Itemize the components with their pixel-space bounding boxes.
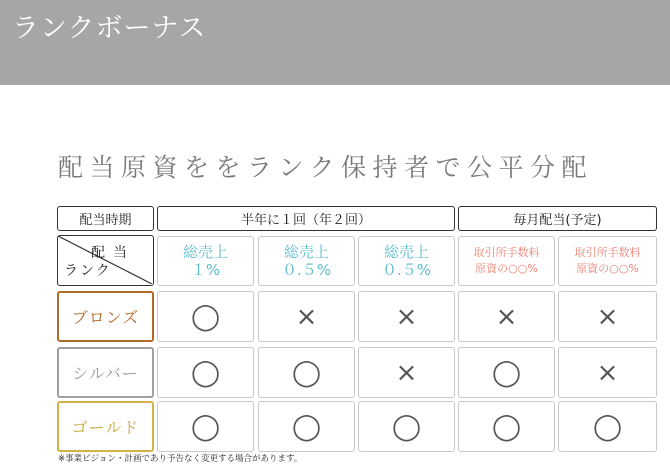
column-header-line2: 原資の○○% xyxy=(475,262,538,275)
page-header xyxy=(0,0,670,85)
header-timing-cell xyxy=(57,206,154,231)
cross-mark: × xyxy=(295,301,318,332)
circle-mark: ◯ xyxy=(190,301,221,332)
column-header-4 xyxy=(458,236,555,286)
corner-label-rank: ランク xyxy=(64,263,112,279)
circle-mark: ◯ xyxy=(391,411,422,442)
header-half-year-label: 半年に１回（年２回） xyxy=(240,213,371,228)
header-half-year-cell xyxy=(157,206,455,231)
footnote: ※事業ビジョン・計画であり予告なく変更する場合があります。 xyxy=(58,454,303,464)
table-cell xyxy=(358,401,455,452)
header-monthly-cell xyxy=(458,206,657,231)
circle-mark: ◯ xyxy=(291,411,322,442)
circle-mark: ◯ xyxy=(592,411,623,442)
column-header-line1: 総売上 xyxy=(182,243,228,261)
table-cell xyxy=(157,291,254,342)
circle-mark: ◯ xyxy=(190,411,221,442)
column-header-line1: 取引所手数料 xyxy=(473,246,540,259)
circle-mark: ◯ xyxy=(491,357,522,388)
cross-mark: × xyxy=(495,301,518,332)
rank-name: シルバー xyxy=(72,364,139,383)
corner-label-dividend: 配当 xyxy=(91,245,135,261)
cross-mark: × xyxy=(395,357,418,388)
headline: 配当原資ををランク保持者で公平分配 xyxy=(58,153,594,182)
table-cell xyxy=(258,401,355,452)
table-cell xyxy=(558,401,657,452)
cross-mark: × xyxy=(395,301,418,332)
table-cell xyxy=(157,401,254,452)
table-cell xyxy=(458,401,555,452)
rank-name: ブロンズ xyxy=(71,308,140,327)
table-cell xyxy=(358,347,455,398)
rank-gold-label xyxy=(57,401,154,452)
column-header-line2: １% xyxy=(190,261,221,279)
column-header-line1: 取引所手数料 xyxy=(574,246,641,259)
column-header-5 xyxy=(558,236,657,286)
table-cell xyxy=(458,347,555,398)
column-header-1 xyxy=(157,236,254,286)
header-timing-label: 配当時期 xyxy=(79,213,132,228)
corner-cell xyxy=(57,235,154,286)
column-header-line1: 総売上 xyxy=(283,243,329,261)
rank-name: ゴールド xyxy=(71,418,140,437)
header-monthly-label: 毎月配当(予定) xyxy=(513,213,602,228)
circle-mark: ◯ xyxy=(491,411,522,442)
table-cell xyxy=(258,347,355,398)
table-cell xyxy=(558,291,657,342)
page-title: ランクボーナス xyxy=(12,13,207,44)
column-header-line2: ０.５% xyxy=(381,261,432,279)
column-header-line1: 総売上 xyxy=(383,243,429,261)
cross-mark: × xyxy=(596,301,619,332)
column-header-line2: 原資の○○% xyxy=(576,262,639,275)
table-cell xyxy=(358,291,455,342)
table-cell xyxy=(258,291,355,342)
rank-bronze-label xyxy=(57,291,154,342)
table-cell xyxy=(458,291,555,342)
column-header-3 xyxy=(358,236,455,286)
table-cell xyxy=(157,347,254,398)
cross-mark: × xyxy=(596,357,619,388)
column-header-line2: ０.５% xyxy=(281,261,332,279)
circle-mark: ◯ xyxy=(291,357,322,388)
rank-silver-label xyxy=(57,347,154,398)
table-cell xyxy=(558,347,657,398)
column-header-2 xyxy=(258,236,355,286)
circle-mark: ◯ xyxy=(190,357,221,388)
